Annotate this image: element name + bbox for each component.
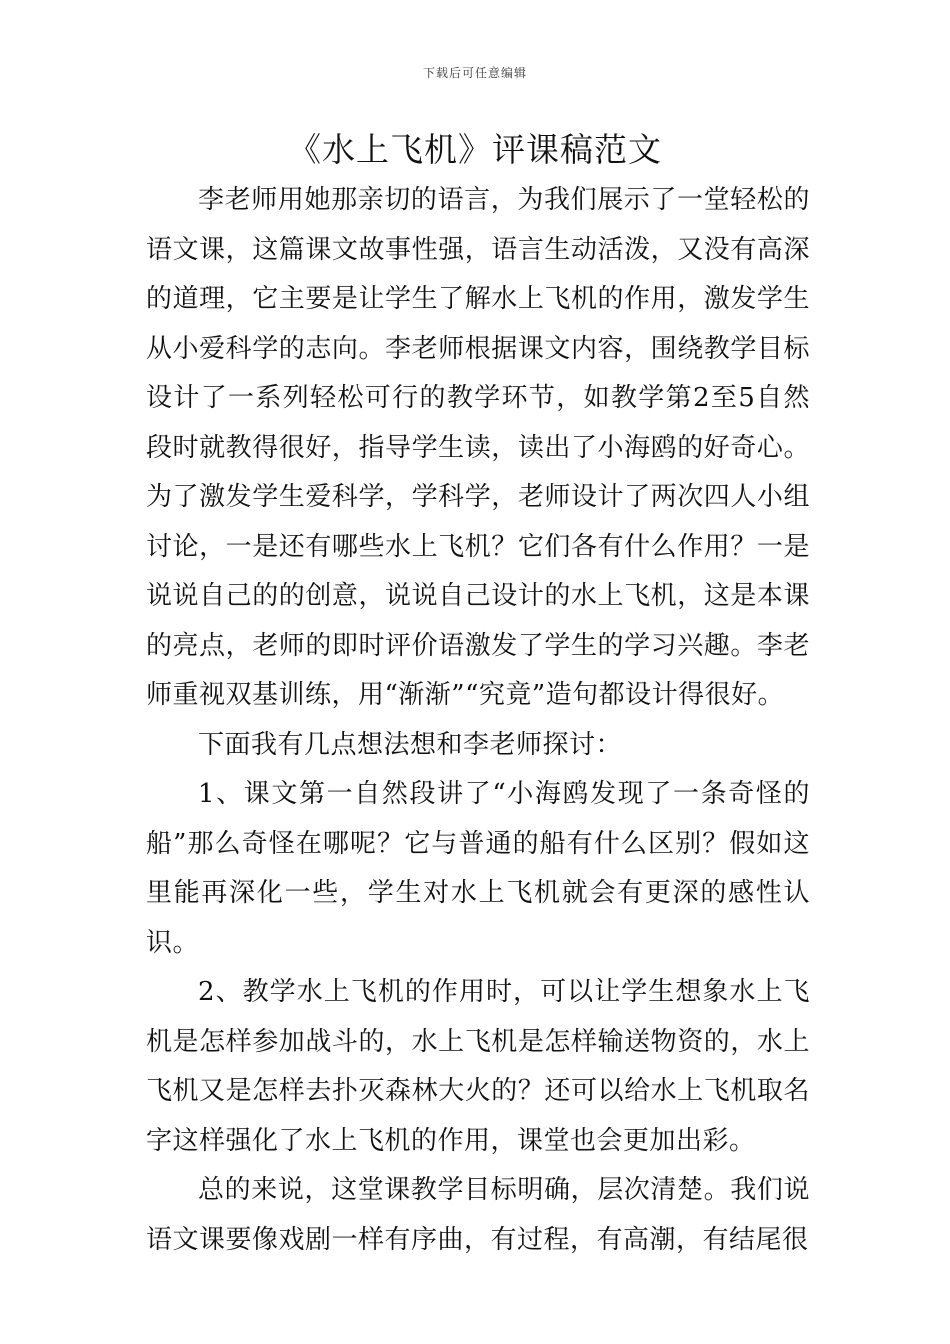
header-note: 下载后可任意编辑 — [422, 66, 527, 80]
document-body — [146, 176, 810, 1265]
paragraph-4: 2、教学水上飞机的作用时，可以让学生想象水上飞机是怎样参加战斗的，水上飞机是怎样输送物资的，水上飞机又是怎样去扑灭森林大火的？还可以给水上飞机取名字这样强化了水上飞机的作用，课堂也会更加出彩。 — [146, 977, 810, 1156]
paragraph-1: 李老师用她那亲切的语言，为我们展示了一堂轻松的语文课，这篇课文故事性强，语言生动活泼，又没有高深的道理，它主要是让学生了解水上飞机的作用，激发学生从小爱科学的志向。李老师根据课文内容，围绕教学目标设计了一系列轻松可行的教学环节，如教学第2至5自然段时就教得很好，指导学生读，读出了小海鸥的好奇心。为了激发学生爱科学，学科学，老师设计了两次四人小组讨论，一是还有哪些水上飞机？它们各有什么作用？一是说说自己的的创意，说说自己设计的水上飞机，这是本课的亮点，老师的即时评价语激发了学生的学习兴趣。李老师重视双基训练，用“渐渐”“究竟”造句都设计得很好。 — [146, 185, 810, 710]
paragraph-3: 1、课文第一自然段讲了“小海鸥发现了一条奇怪的船”那么奇怪在哪呢？它与普通的船有什么区别？假如这里能再深化一些，学生对水上飞机就会有更深的感性认识。 — [146, 779, 810, 958]
paragraph-2: 下面我有几点想法想和李老师探讨： — [198, 729, 623, 760]
document-title: 《水上飞机》评课稿范文 — [288, 130, 662, 169]
paragraph-5: 总的来说，这堂课教学目标明确，层次清楚。我们说语文课要像戏剧一样有序曲，有过程，有高潮，有结尾很 — [146, 1175, 810, 1255]
